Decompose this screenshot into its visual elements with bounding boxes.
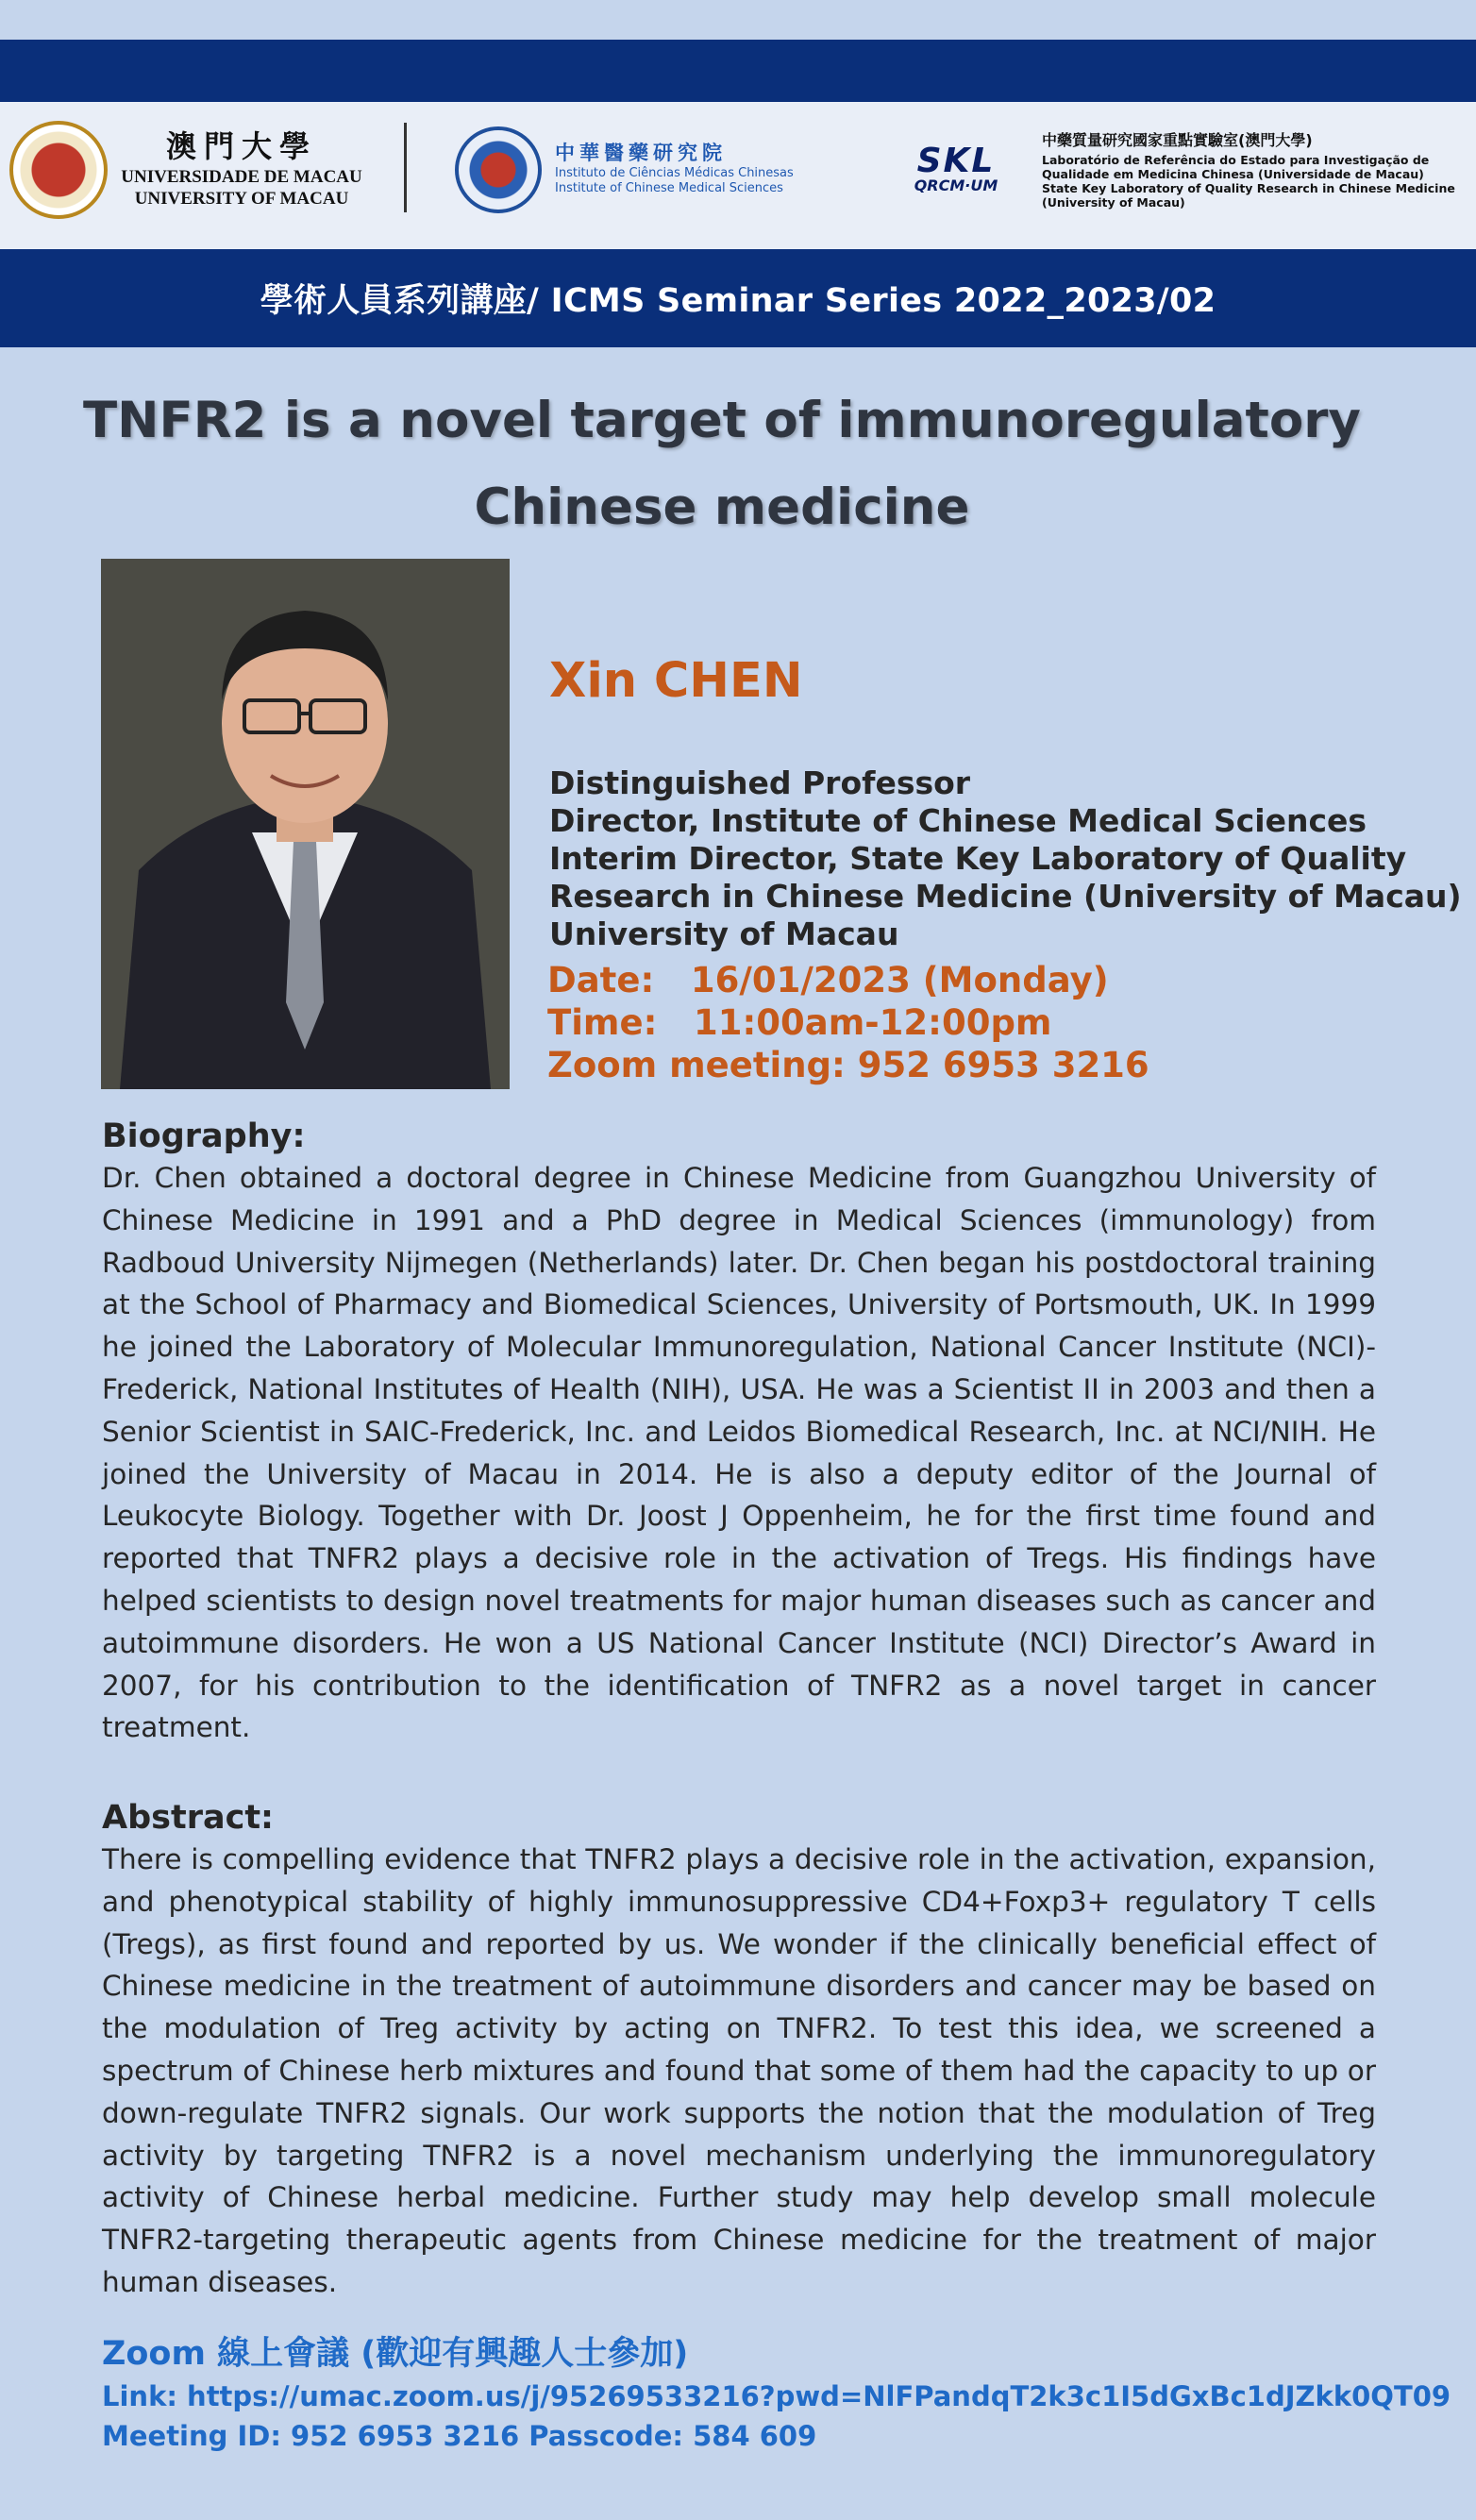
biography-text: Dr. Chen obtained a doctoral degree in Chinese Medicine from Guangzhou University of Chinese Medicine in 1991 and a PhD degree in Medical Sciences (immunology) from Radboud University Nijmegen (Netherlands) later. Dr. Chen began his postdoctoral training at the School of Pharmacy and Biomedical Sciences, University of Portsmouth, UK. In 1999 he joined the Laboratory of Molecular Immunoregulation, National Cancer Institute (NCI)-Frederick, National Institutes of Health (NIH), USA. He was a Scientist II in 2003 and then a Senior Scientist in SAIC-Frederick, Inc. and Leidos Biomedical Research, Inc. at NCI/NIH. He joined the University of Macau in 2014. He is also a deputy editor of the Journal of Leukocyte Biology. Together with Dr. Joost J Oppenheim, he for the first time found and reported that TNFR2 plays a decisive role in the activation of Tregs. His findings have helped scientists to design novel treatments for major human diseases such as cancer and autoimmune disorders. He won a US National Cancer Institute (NCI) Director’s Award in 2007, for his contribution to the identification of TNFR2 as a novel target in cancer treatment.	[102, 1162, 1376, 1744]
speaker-titles	[549, 764, 1462, 953]
seminar-title-line-2: Chinese medicine	[474, 479, 970, 536]
um-name-pt: UNIVERSIDADE DE MACAU	[121, 167, 362, 187]
event-details	[547, 959, 1149, 1086]
speaker-title-line: University of Macau	[549, 916, 899, 952]
event-zoom: Zoom meeting: 952 6953 3216	[547, 1045, 1149, 1085]
um-logo-text	[119, 123, 364, 210]
university-seal-icon	[9, 121, 108, 219]
icms-name-pt: Instituto de Ciências Médicas Chinesas	[555, 166, 794, 180]
abstract-heading: Abstract:	[102, 1799, 275, 1837]
skl-name-en-2: (University of Macau)	[1042, 195, 1185, 210]
biography-heading: Biography:	[102, 1117, 306, 1155]
event-date: Date: 16/01/2023 (Monday)	[547, 960, 1109, 1000]
seminar-title	[0, 378, 1444, 551]
speaker-name: Xin CHEN	[549, 653, 803, 709]
skl-name-en-1: State Key Laboratory of Quality Research in Chinese Medicine	[1042, 181, 1455, 195]
logo-divider	[404, 123, 407, 212]
series-title: 學術人員系列講座/ ICMS Seminar Series 2022_2023/02	[260, 282, 1216, 320]
skl-logo-icon	[895, 142, 1017, 198]
skl-name-pt-2: Qualidade em Medicina Chinesa (Universidade de Macau)	[1042, 167, 1424, 181]
event-time: Time: 11:00am-12:00pm	[547, 1002, 1052, 1043]
zoom-link[interactable]: Link: https://umac.zoom.us/j/95269533216?pwd=NlFPandqT2k3c1I5dGxBc1dJZkk0QT09	[102, 2380, 1451, 2412]
series-banner	[0, 249, 1476, 347]
skl-mark-bottom: QRCM·UM	[914, 176, 998, 194]
skl-logo-text	[1042, 128, 1457, 210]
biography-section	[102, 1116, 1376, 1749]
speaker-title-line: Director, Institute of Chinese Medical Sciences	[549, 802, 1367, 839]
icms-logo-text	[555, 138, 794, 196]
skl-name-cn: 中藥質量研究國家重點實驗室(澳門大學)	[1042, 131, 1313, 149]
zoom-meeting-id: Meeting ID: 952 6953 3216 Passcode: 584 609	[102, 2420, 817, 2452]
abstract-text: There is compelling evidence that TNFR2 plays a decisive role in the activation, expansion, and phenotypical stability of highly immunosuppressive CD4+Foxp3+ regulatory T cells (Tregs), as first found and reported by us. We wonder if the clinically beneficial effect of Chinese medicine in the treatment of autoimmune disorders and cancer may be based on the modulation of Treg activity by acting on TNFR2. To test this idea, we screened a spectrum of Chinese herb mixtures and found that some of them had the capacity to up or down-regulate TNFR2 signals. Our work supports the notion that the modulation of Treg activity by targeting TNFR2 is a novel mechanism underlying the immunoregulatory activity of Chinese herbal medicine. Further study may help develop small molecule TNFR2-targeting therapeutic agents from Chinese medicine for the treatment of major human diseases.	[102, 1843, 1376, 2298]
icms-name-en: Institute of Chinese Medical Sciences	[555, 181, 783, 195]
speaker-photo	[101, 559, 510, 1089]
speaker-title-line: Distinguished Professor	[549, 764, 971, 801]
abstract-section	[102, 1797, 1376, 2304]
speaker-portrait-illustration	[101, 559, 510, 1089]
um-name-en: UNIVERSITY OF MACAU	[134, 189, 349, 209]
icms-name-cn: 中華醫藥研究院	[555, 142, 727, 164]
speaker-title-line: Research in Chinese Medicine (University of Macau)	[549, 878, 1462, 915]
speaker-title-line: Interim Director, State Key Laboratory of Quality	[549, 840, 1407, 877]
um-name-cn: 澳門大學	[165, 128, 317, 164]
seminar-title-line-1: TNFR2 is a novel target of immunoregulatory	[83, 392, 1361, 449]
skl-name-pt-1: Laboratório de Referência do Estado para Investigação de	[1042, 153, 1430, 167]
skl-mark-top: SKL	[916, 142, 996, 180]
top-navy-bar	[0, 40, 1476, 102]
icms-seal-icon	[455, 126, 542, 213]
zoom-info	[102, 2331, 1451, 2456]
zoom-heading: Zoom 線上會議 (歡迎有興趣人士參加)	[102, 2335, 689, 2373]
